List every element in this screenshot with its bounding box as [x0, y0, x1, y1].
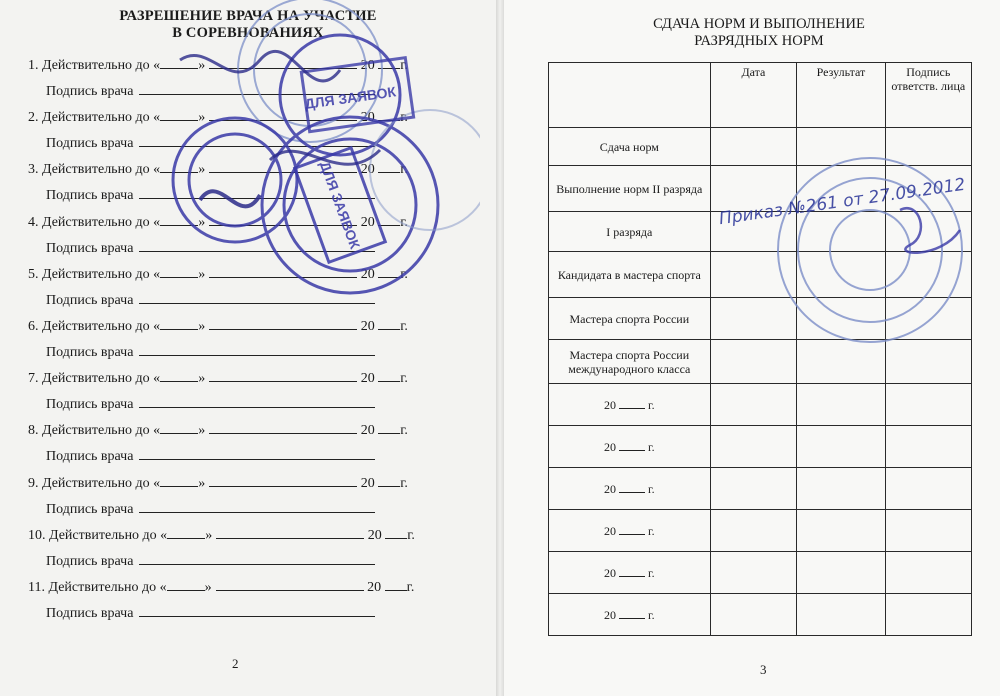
entry-number: 10. [28, 527, 46, 543]
signature-line [46, 498, 446, 518]
date-cell[interactable] [710, 212, 797, 252]
signature-field[interactable] [139, 445, 375, 460]
date-cell[interactable] [710, 594, 797, 636]
stamp-text-2: ДЛЯ ЗАЯВОК [316, 159, 364, 251]
signature-field[interactable] [139, 393, 375, 408]
day-close-quote: » [198, 319, 206, 334]
entry-number: 1. [28, 58, 39, 73]
signature-field[interactable] [139, 184, 375, 199]
table-row-year [549, 426, 972, 468]
date-cell[interactable] [710, 510, 797, 552]
signature-label: Подпись врача [46, 84, 134, 99]
valid-until-line [28, 419, 458, 439]
signature-label: Подпись врача [46, 240, 134, 256]
year-field[interactable] [378, 211, 400, 226]
table-row-year [549, 510, 972, 552]
day-close-quote: » [198, 371, 206, 387]
signature-label: Подпись врача [46, 397, 134, 413]
table-row [549, 298, 972, 340]
signature-line [46, 80, 446, 100]
table-row-year [549, 552, 972, 594]
page-number-right: 3 [760, 662, 767, 677]
left-page [0, 0, 496, 696]
valid-until-line [28, 211, 458, 231]
signature-cell[interactable] [885, 298, 971, 340]
year-field[interactable] [378, 158, 400, 173]
valid-label: Действительно до « [48, 580, 167, 595]
signature-cell[interactable] [885, 340, 971, 384]
signature-cell[interactable] [885, 166, 971, 212]
signature-field[interactable] [139, 498, 375, 513]
signature-cell[interactable] [885, 384, 971, 426]
year-prefix: 20 [360, 319, 375, 334]
year-prefix: 20 [360, 475, 375, 491]
signature-label: Подпись врача [46, 553, 134, 569]
year-suffix: г. [400, 58, 408, 73]
day-close-quote: » [205, 527, 213, 543]
valid-label: Действительно до « [42, 162, 161, 178]
date-cell[interactable] [710, 340, 797, 384]
signature-field[interactable] [139, 132, 375, 147]
signature-cell[interactable] [885, 510, 971, 552]
signature-cell[interactable] [885, 252, 971, 298]
page-number-left: 2 [232, 656, 239, 671]
signature-field[interactable] [139, 602, 375, 617]
right-title-line2: РАЗРЯДНЫХ НОРМ [694, 33, 824, 49]
header-cell-date: Дата [710, 63, 797, 128]
year-blank[interactable] [619, 482, 645, 493]
year-suffix: г. [648, 397, 655, 412]
valid-until-line [28, 367, 458, 387]
year-suffix: г. [406, 580, 415, 595]
signature-line [46, 341, 446, 361]
right-page [504, 0, 1000, 696]
norm-label-cell: Мастера спорта России международного класса [549, 340, 711, 384]
entry-number: 9. [28, 475, 39, 491]
day-field[interactable] [160, 106, 198, 121]
entry-number: 3. [28, 162, 39, 178]
day-field[interactable] [160, 158, 198, 173]
date-cell[interactable] [710, 298, 797, 340]
permission-entry [28, 367, 458, 419]
left-title-line2: В СОРЕВНОВАНИЯХ [172, 25, 324, 41]
norm-label-cell: I разряда [549, 212, 711, 252]
entry-number: 2. [28, 110, 39, 126]
result-cell[interactable] [797, 128, 885, 166]
year-prefix: 20 [360, 371, 375, 387]
signature-cell[interactable] [885, 212, 971, 252]
signature-cell[interactable] [885, 594, 971, 636]
result-cell[interactable] [797, 298, 885, 340]
book-spine [496, 0, 504, 696]
year-prefix: 20 [360, 162, 375, 178]
valid-label: Действительно до « [42, 319, 161, 334]
valid-until-line [28, 524, 458, 544]
year-field[interactable] [378, 106, 400, 121]
entry-number: 5. [28, 266, 39, 282]
day-close-quote: » [198, 162, 206, 178]
year-field[interactable] [385, 576, 407, 591]
permission-entry [28, 54, 458, 106]
year-label-cell [549, 426, 711, 468]
year-field[interactable] [378, 367, 400, 382]
year-suffix: г. [648, 565, 655, 580]
year-label-cell [549, 384, 711, 426]
permission-entry [28, 524, 458, 576]
month-field[interactable] [209, 54, 357, 69]
signature-field[interactable] [139, 80, 375, 95]
entry-number: 8. [28, 423, 39, 439]
header-cell-signature: Подпись ответств. лица [885, 63, 971, 128]
year-blank[interactable] [619, 566, 645, 577]
norm-label-cell: Сдача норм [549, 128, 711, 166]
year-suffix: г. [407, 527, 415, 543]
result-cell[interactable] [797, 594, 885, 636]
norm-label-cell: Выполнение норм II разряда [549, 166, 711, 212]
valid-until-line [28, 315, 458, 335]
signature-cell[interactable] [885, 552, 971, 594]
year-blank[interactable] [619, 608, 645, 619]
day-close-quote: » [198, 266, 206, 282]
table-header-row [549, 63, 972, 128]
year-suffix: г. [400, 110, 408, 126]
signature-field[interactable] [139, 289, 375, 304]
valid-label: Действительно до « [49, 527, 168, 543]
year-field[interactable] [378, 54, 400, 69]
month-field[interactable] [209, 472, 357, 487]
table-row-year [549, 384, 972, 426]
year-prefix: 20 [604, 565, 617, 580]
entry-number: 6. [28, 319, 39, 334]
table-row [549, 128, 972, 166]
handwritten-order-entry: Приказ №261 от 27.09.2012 [717, 174, 967, 230]
result-cell[interactable] [797, 166, 885, 212]
left-title-line1: РАЗРЕШЕНИЕ ВРАЧА НА УЧАСТИЕ [119, 8, 377, 24]
signature-line [46, 237, 446, 257]
year-prefix: 20 [360, 266, 375, 282]
result-cell[interactable] [797, 510, 885, 552]
date-cell[interactable] [710, 426, 797, 468]
month-field[interactable] [209, 315, 357, 330]
signature-line [46, 602, 446, 622]
date-cell[interactable] [710, 166, 797, 212]
signature-field[interactable] [139, 237, 375, 252]
signature-label: Подпись врача [46, 501, 134, 517]
date-cell[interactable] [710, 384, 797, 426]
year-prefix: 20 [604, 607, 617, 622]
day-field[interactable] [160, 54, 198, 69]
year-label-cell [549, 552, 711, 594]
year-suffix: г. [400, 214, 408, 230]
signature-cell[interactable] [885, 426, 971, 468]
signature-line [46, 550, 446, 570]
year-suffix: г. [400, 475, 408, 491]
signature-line [46, 184, 446, 204]
month-field[interactable] [209, 367, 357, 382]
valid-label: Действительно до « [42, 58, 161, 73]
right-page-title [634, 16, 884, 50]
signature-label: Подпись врача [46, 292, 134, 308]
date-cell[interactable] [710, 468, 797, 510]
year-suffix: г. [400, 319, 408, 334]
year-prefix: 20 [360, 58, 375, 73]
year-blank[interactable] [619, 440, 645, 451]
day-close-quote: » [204, 580, 212, 595]
valid-label: Действительно до « [42, 266, 161, 282]
year-suffix: г. [648, 481, 655, 496]
year-prefix: 20 [367, 527, 382, 543]
result-cell[interactable] [797, 426, 885, 468]
result-cell[interactable] [797, 252, 885, 298]
permission-entry [28, 211, 458, 263]
month-field[interactable] [209, 211, 357, 226]
day-field[interactable] [167, 524, 205, 539]
date-cell[interactable] [710, 128, 797, 166]
signature-field[interactable] [139, 550, 375, 565]
valid-until-line [28, 106, 458, 126]
norms-table [548, 62, 972, 636]
table-row-year [549, 594, 972, 636]
signature-line [46, 393, 446, 413]
month-field[interactable] [216, 576, 364, 591]
day-field[interactable] [160, 472, 198, 487]
day-field[interactable] [160, 367, 198, 382]
table-row [549, 166, 972, 212]
header-cell [549, 63, 711, 128]
year-prefix: 20 [604, 397, 617, 412]
signature-cell[interactable] [885, 128, 971, 166]
header-cell-result: Результат [797, 63, 885, 128]
date-cell[interactable] [710, 252, 797, 298]
day-field[interactable] [160, 419, 198, 434]
result-cell[interactable] [797, 340, 885, 384]
valid-until-line [28, 54, 458, 74]
valid-until-line [28, 263, 458, 283]
date-cell[interactable] [710, 552, 797, 594]
right-title-line1: СДАЧА НОРМ И ВЫПОЛНЕНИЕ [653, 16, 865, 32]
year-field[interactable] [378, 472, 400, 487]
year-label-cell [549, 510, 711, 552]
left-page-title [88, 8, 408, 42]
table-row-year [549, 468, 972, 510]
signature-label: Подпись врача [46, 345, 134, 360]
year-prefix: 20 [360, 214, 375, 230]
day-close-quote: » [198, 475, 206, 491]
day-field[interactable] [160, 211, 198, 226]
permission-entry [28, 106, 458, 158]
year-prefix: 20 [604, 523, 617, 538]
month-field[interactable] [209, 158, 357, 173]
month-field[interactable] [209, 263, 357, 278]
year-suffix: г. [648, 607, 655, 622]
day-close-quote: » [198, 214, 206, 230]
table-row [549, 212, 972, 252]
valid-label: Действительно до « [42, 475, 161, 491]
permission-entry [28, 263, 458, 315]
year-prefix: 20 [360, 110, 375, 126]
norm-label-cell: Мастера спорта России [549, 298, 711, 340]
result-cell[interactable] [797, 384, 885, 426]
result-cell[interactable] [797, 468, 885, 510]
result-cell[interactable] [797, 212, 885, 252]
signature-label: Подпись врача [46, 136, 134, 152]
permission-entry [28, 472, 458, 524]
entry-number: 11. [28, 580, 45, 595]
permission-entry [28, 315, 458, 367]
year-blank[interactable] [619, 524, 645, 535]
year-suffix: г. [648, 439, 655, 454]
signature-line [46, 289, 446, 309]
year-suffix: г. [400, 371, 408, 387]
year-prefix: 20 [360, 423, 375, 439]
norm-label-cell: Кандидата в мастера спорта [549, 252, 711, 298]
year-field[interactable] [385, 524, 407, 539]
valid-until-line [28, 576, 458, 596]
valid-label: Действительно до « [42, 371, 161, 387]
entry-number: 4. [28, 214, 39, 230]
year-field[interactable] [378, 419, 400, 434]
day-close-quote: » [198, 110, 206, 126]
year-suffix: г. [400, 162, 408, 178]
day-field[interactable] [167, 576, 205, 591]
year-prefix: 20 [604, 481, 617, 496]
valid-label: Действительно до « [42, 214, 161, 230]
day-close-quote: » [198, 58, 206, 73]
day-close-quote: » [198, 423, 206, 439]
table-row [549, 340, 972, 384]
valid-until-line [28, 158, 458, 178]
result-cell[interactable] [797, 552, 885, 594]
year-blank[interactable] [619, 398, 645, 409]
year-suffix: г. [400, 423, 408, 439]
signature-label: Подпись врача [46, 606, 134, 621]
signature-cell[interactable] [885, 468, 971, 510]
entry-number: 7. [28, 371, 39, 387]
year-field[interactable] [378, 315, 400, 330]
permission-entry [28, 419, 458, 471]
permission-entry [28, 576, 458, 628]
year-suffix: г. [648, 523, 655, 538]
signature-field[interactable] [139, 341, 375, 356]
valid-label: Действительно до « [42, 423, 161, 439]
year-label-cell [549, 468, 711, 510]
month-field[interactable] [209, 106, 357, 121]
day-field[interactable] [160, 263, 198, 278]
valid-label: Действительно до « [42, 110, 161, 126]
month-field[interactable] [216, 524, 364, 539]
signature-label: Подпись врача [46, 449, 134, 465]
valid-until-line [28, 472, 458, 492]
stamp-text-1: ДЛЯ ЗАЯВОК [303, 83, 397, 112]
year-label-cell [549, 594, 711, 636]
signature-label: Подпись врача [46, 188, 134, 204]
day-field[interactable] [160, 315, 198, 330]
year-field[interactable] [378, 263, 400, 278]
permission-entry [28, 158, 458, 210]
year-prefix: 20 [604, 439, 617, 454]
year-suffix: г. [400, 266, 408, 282]
signature-line [46, 132, 446, 152]
year-prefix: 20 [367, 580, 382, 595]
month-field[interactable] [209, 419, 357, 434]
signature-line [46, 445, 446, 465]
table-row [549, 252, 972, 298]
